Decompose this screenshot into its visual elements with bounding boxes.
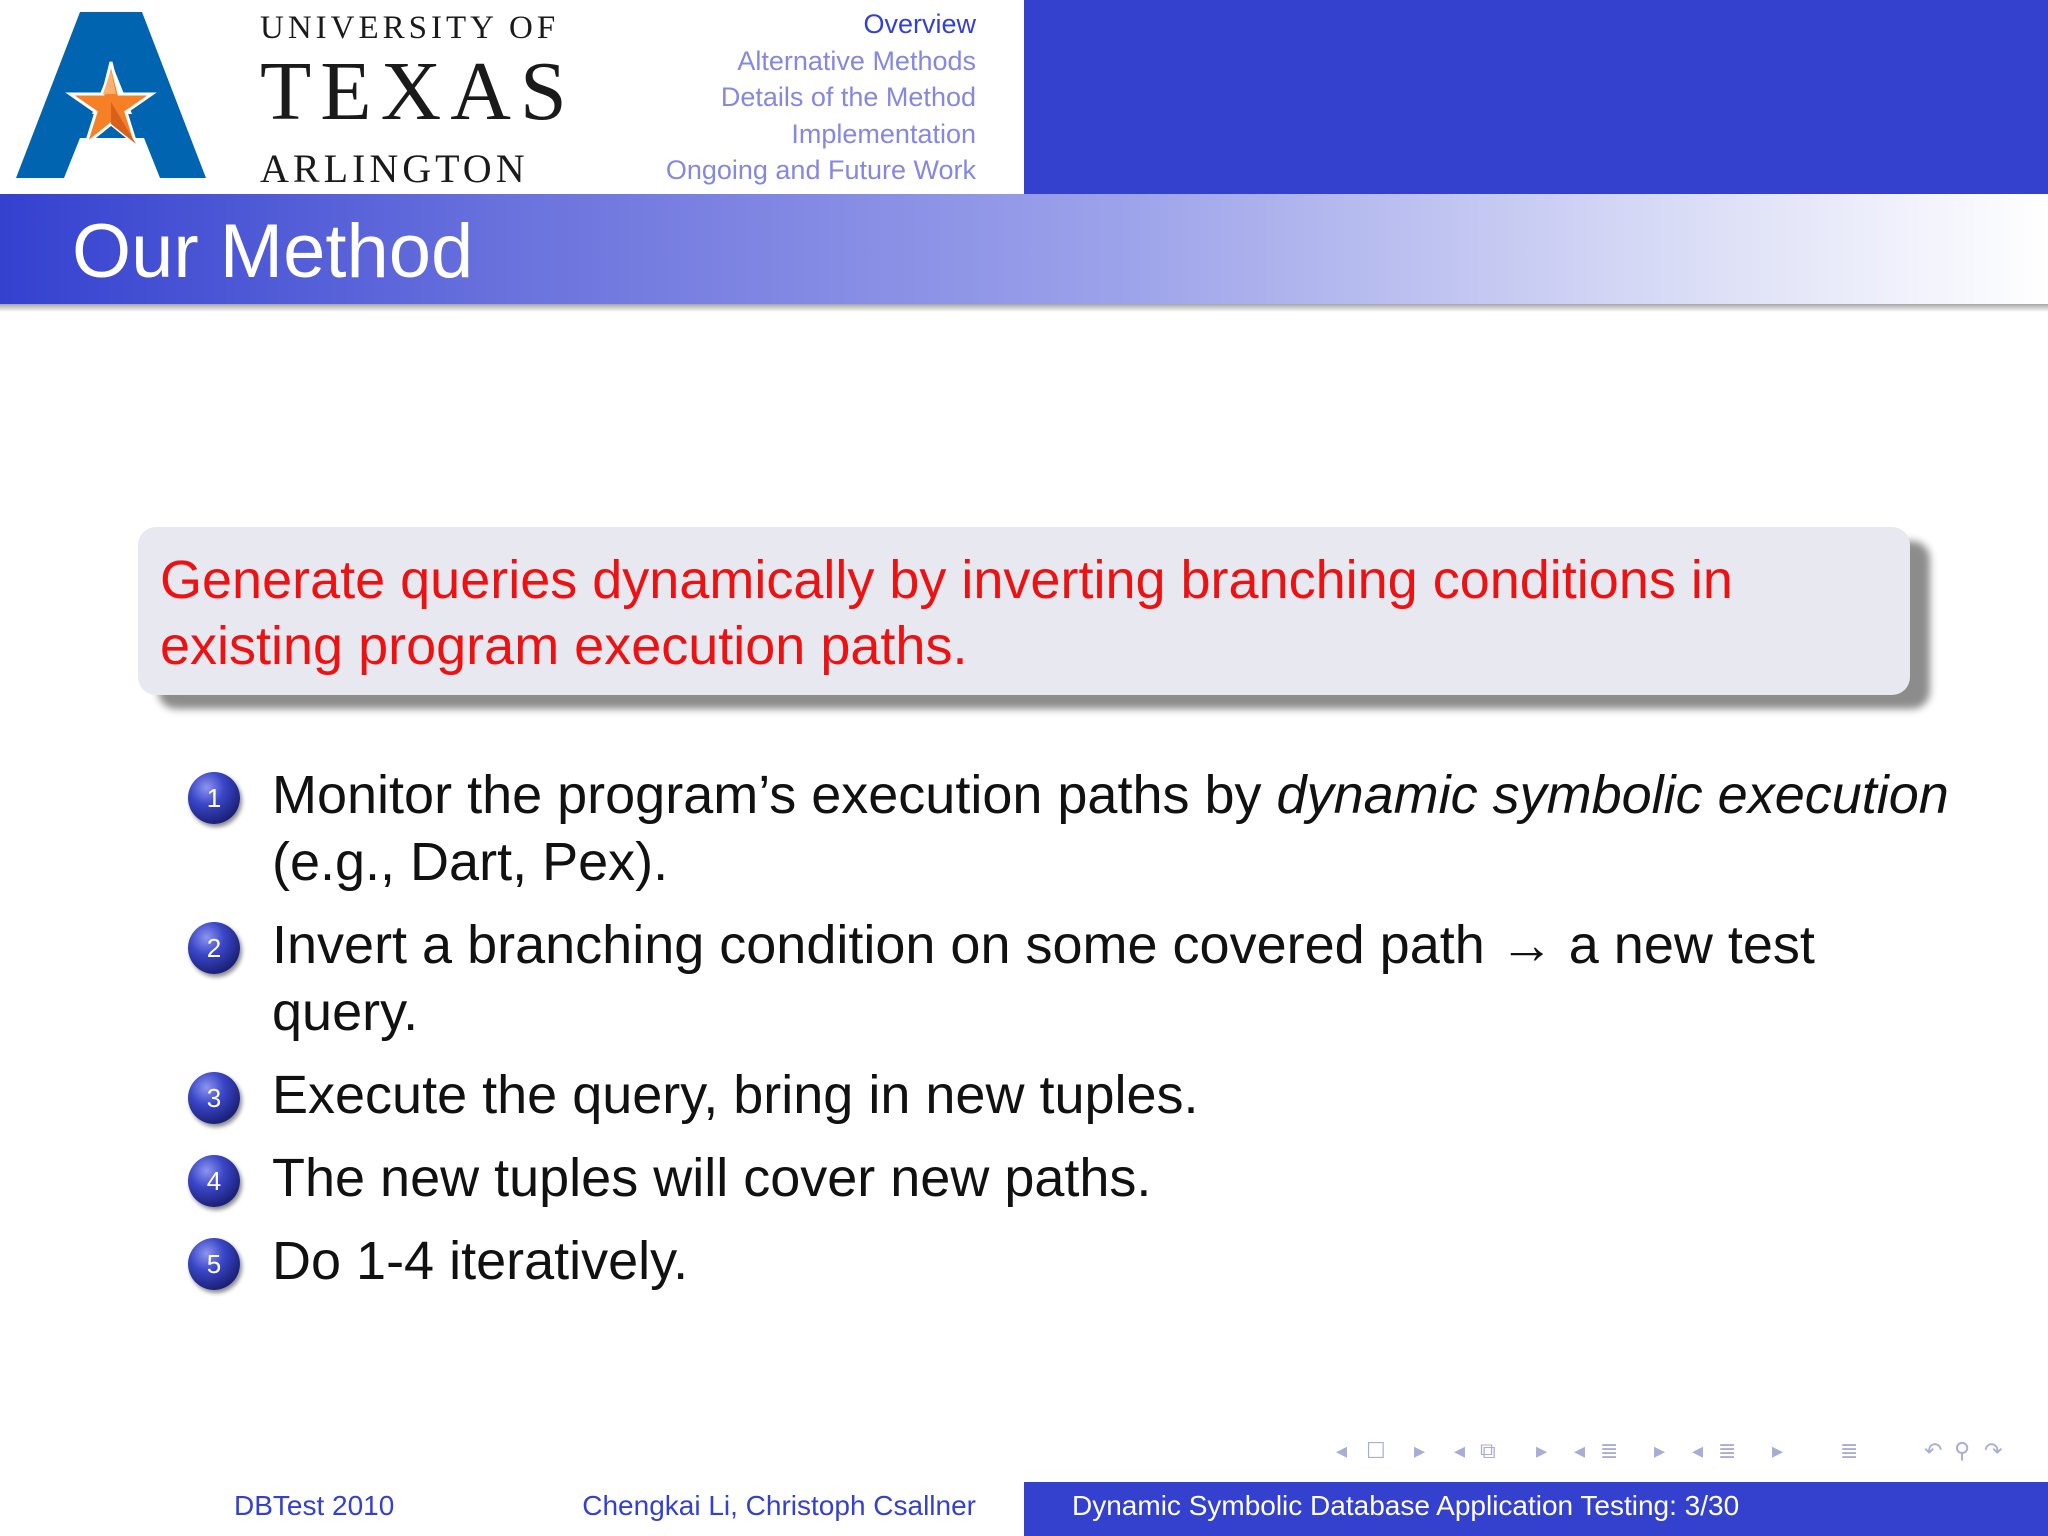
frame-icon[interactable]: ☐	[1366, 1438, 1386, 1463]
document-icon[interactable]: ≣	[1718, 1438, 1737, 1463]
undo-icon[interactable]: ↶	[1924, 1438, 1943, 1463]
subsection-icon[interactable]: ⧉	[1480, 1438, 1496, 1463]
list-item	[186, 1228, 1966, 1295]
logo-line-arlington: ARLINGTON	[260, 146, 529, 191]
logo-line-texas: TEXAS	[260, 45, 576, 138]
item-emphasis: dynamic symbolic execution	[1276, 765, 1949, 825]
logo-line-university: UNIVERSITY OF	[260, 10, 560, 46]
footer-authors: Chengkai Li, Christoph Csallner	[582, 1490, 976, 1521]
slide-header	[0, 0, 2048, 194]
university-logo	[14, 10, 576, 191]
item-number-ball: 4	[188, 1155, 240, 1207]
section-next-icon[interactable]: ▸	[1654, 1438, 1666, 1463]
nav-item-future-work[interactable]: Ongoing and Future Work	[665, 155, 976, 185]
list-item	[186, 1062, 1966, 1129]
nav-item-details[interactable]: Details of the Method	[720, 82, 976, 112]
item-text: Execute the query, bring in new tuples.	[272, 1065, 1199, 1125]
subsection-next-icon[interactable]: ▸	[1536, 1438, 1548, 1463]
footer-venue: DBTest 2010	[234, 1490, 395, 1521]
title-bar	[0, 194, 2048, 304]
nav-item-overview[interactable]: Overview	[863, 9, 976, 39]
footer-right-panel	[1024, 1482, 2048, 1536]
nav-item-alternative-methods[interactable]: Alternative Methods	[737, 45, 976, 76]
title-bar-shadow	[0, 304, 2048, 312]
item-text: Do 1-4 iteratively.	[272, 1231, 689, 1291]
item-text-tail: (e.g., Dart, Pex).	[272, 832, 669, 892]
document-prev-icon[interactable]: ◂	[1692, 1438, 1704, 1463]
redo-icon[interactable]: ↷	[1984, 1438, 2003, 1463]
method-steps-list	[186, 762, 1966, 1311]
section-navigation	[666, 6, 976, 189]
frame-next-icon[interactable]: ▸	[1414, 1438, 1426, 1463]
item-text: Monitor the program’s execution paths by	[272, 765, 1277, 825]
item-text: Invert a branching condition on some covered path → a new test query.	[272, 915, 1815, 1042]
item-number-ball: 3	[188, 1072, 240, 1124]
list-item	[186, 912, 1966, 1046]
item-number-ball: 2	[188, 922, 240, 974]
item-number-ball: 5	[188, 1238, 240, 1290]
slide-footer	[0, 1482, 2048, 1536]
search-icon[interactable]: ⚲	[1954, 1438, 1971, 1463]
subsection-prev-icon[interactable]: ◂	[1454, 1438, 1466, 1463]
footer-talk-title: Dynamic Symbolic Database Application Testing: 3/30	[1072, 1490, 1740, 1521]
slide-title: Our Method	[72, 209, 474, 294]
list-item	[186, 1145, 1966, 1212]
highlight-text: Generate queries dynamically by inverting branching conditions in existing program execution paths.	[160, 550, 1733, 676]
item-number-ball: 1	[188, 772, 240, 824]
section-prev-icon[interactable]: ◂	[1574, 1438, 1586, 1463]
uta-logo-icon	[14, 10, 214, 180]
item-text: The new tuples will cover new paths.	[272, 1148, 1152, 1208]
toc-icon[interactable]: ≣	[1840, 1438, 1859, 1463]
document-next-icon[interactable]: ▸	[1772, 1438, 1784, 1463]
frame-prev-icon[interactable]: ◂	[1336, 1438, 1348, 1463]
header-color-band	[1024, 0, 2048, 194]
list-item	[186, 762, 1966, 896]
nav-item-implementation[interactable]: Implementation	[791, 118, 976, 149]
section-icon[interactable]: ≣	[1600, 1438, 1619, 1463]
highlight-block	[138, 527, 1910, 695]
